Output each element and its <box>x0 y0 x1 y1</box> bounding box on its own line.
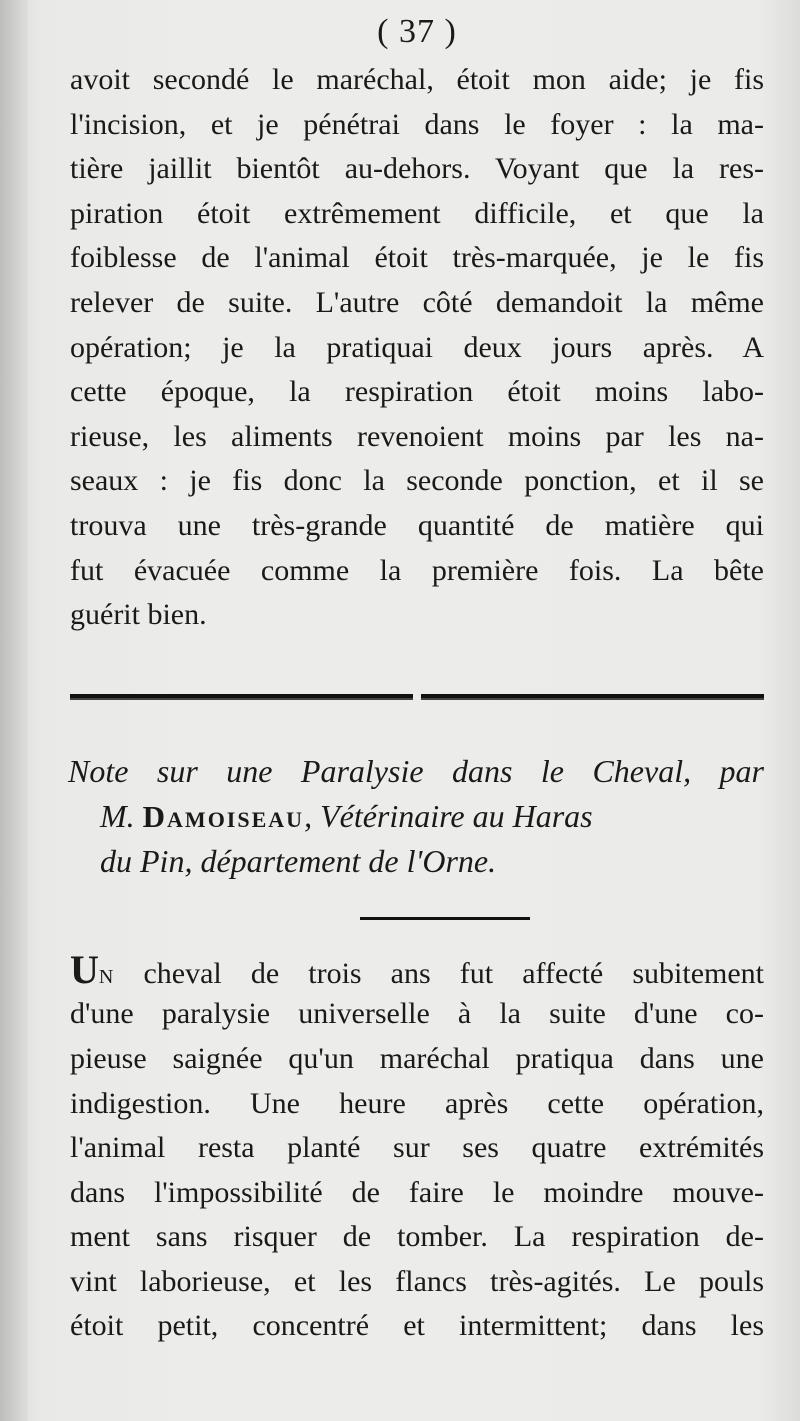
text-line: cette époque, la respiration étoit moins labo- <box>70 375 764 409</box>
text-line: fut évacuée comme la première fois. La bête <box>70 553 764 587</box>
text-line: d'une paralysie universelle à la suite d'une co- <box>70 997 764 1031</box>
text-line: tière jaillit bientôt au-dehors. Voyant que la res- <box>70 152 764 186</box>
paragraph-continued <box>70 58 764 638</box>
initial-letter: U <box>70 947 99 992</box>
text-line: dans l'impossibilité de faire le moindre mouve- <box>70 1175 764 1209</box>
text-line: pieuse saignée qu'un maréchal pratiqua dans une <box>70 1041 764 1075</box>
text-line: foiblesse de l'animal étoit très-marquée, je le fis <box>70 241 764 275</box>
text-line: seaux : je fis donc la seconde ponction, et il se <box>70 464 764 498</box>
text-line: vint laborieuse, et les flancs très-agités. Le pouls <box>70 1264 764 1298</box>
text-line: étoit petit, concentré et intermittent; dans les <box>70 1309 764 1343</box>
divider-segment <box>421 694 764 700</box>
author-prefix: M. <box>100 797 135 834</box>
short-divider <box>360 917 530 920</box>
text-line: trouva une très-grande quantité de matière qui <box>70 508 764 542</box>
text-line-first <box>70 948 764 993</box>
text-line: avoit secondé le maréchal, étoit mon aide; je fis <box>70 63 764 96</box>
text-line: indigestion. Une heure après cette opération, <box>70 1086 764 1120</box>
note-heading <box>70 749 764 884</box>
page-number: ( 37 ) <box>377 13 457 50</box>
note-heading-author-line <box>70 794 764 839</box>
section-divider <box>70 694 764 701</box>
text-line: guérit bien. <box>70 598 207 632</box>
note-heading-line: du Pin, département de l'Orne. <box>100 842 497 879</box>
page-gutter-shadow <box>0 0 28 1421</box>
text-line: l'incision, et je pénétrai dans le foyer : la ma- <box>70 107 764 141</box>
first-line-text: cheval de trois ans fut affecté subitement <box>114 956 764 990</box>
text-line: ment sans risquer de tomber. La respiration de- <box>70 1220 764 1254</box>
text-line: l'animal resta planté sur ses quatre extrémités <box>70 1131 764 1165</box>
text-line: opération; je la pratiquai deux jours après. A <box>70 330 764 364</box>
text-line: relever de suite. L'autre côté demandoit la même <box>70 285 764 319</box>
text-line: piration étoit extrêmement difficile, et que la <box>70 196 764 230</box>
author-name: Damoiseau <box>142 798 305 834</box>
divider-segment <box>70 694 413 700</box>
paragraph-note <box>70 948 764 1349</box>
author-title: , Vétérinaire au Haras <box>304 797 593 834</box>
initial-letter-rest: N <box>98 965 115 988</box>
text-line: rieuse, les aliments revenoient moins par les na- <box>70 419 764 453</box>
note-heading-line: Note sur une Paralysie dans le Cheval, par <box>68 752 764 789</box>
